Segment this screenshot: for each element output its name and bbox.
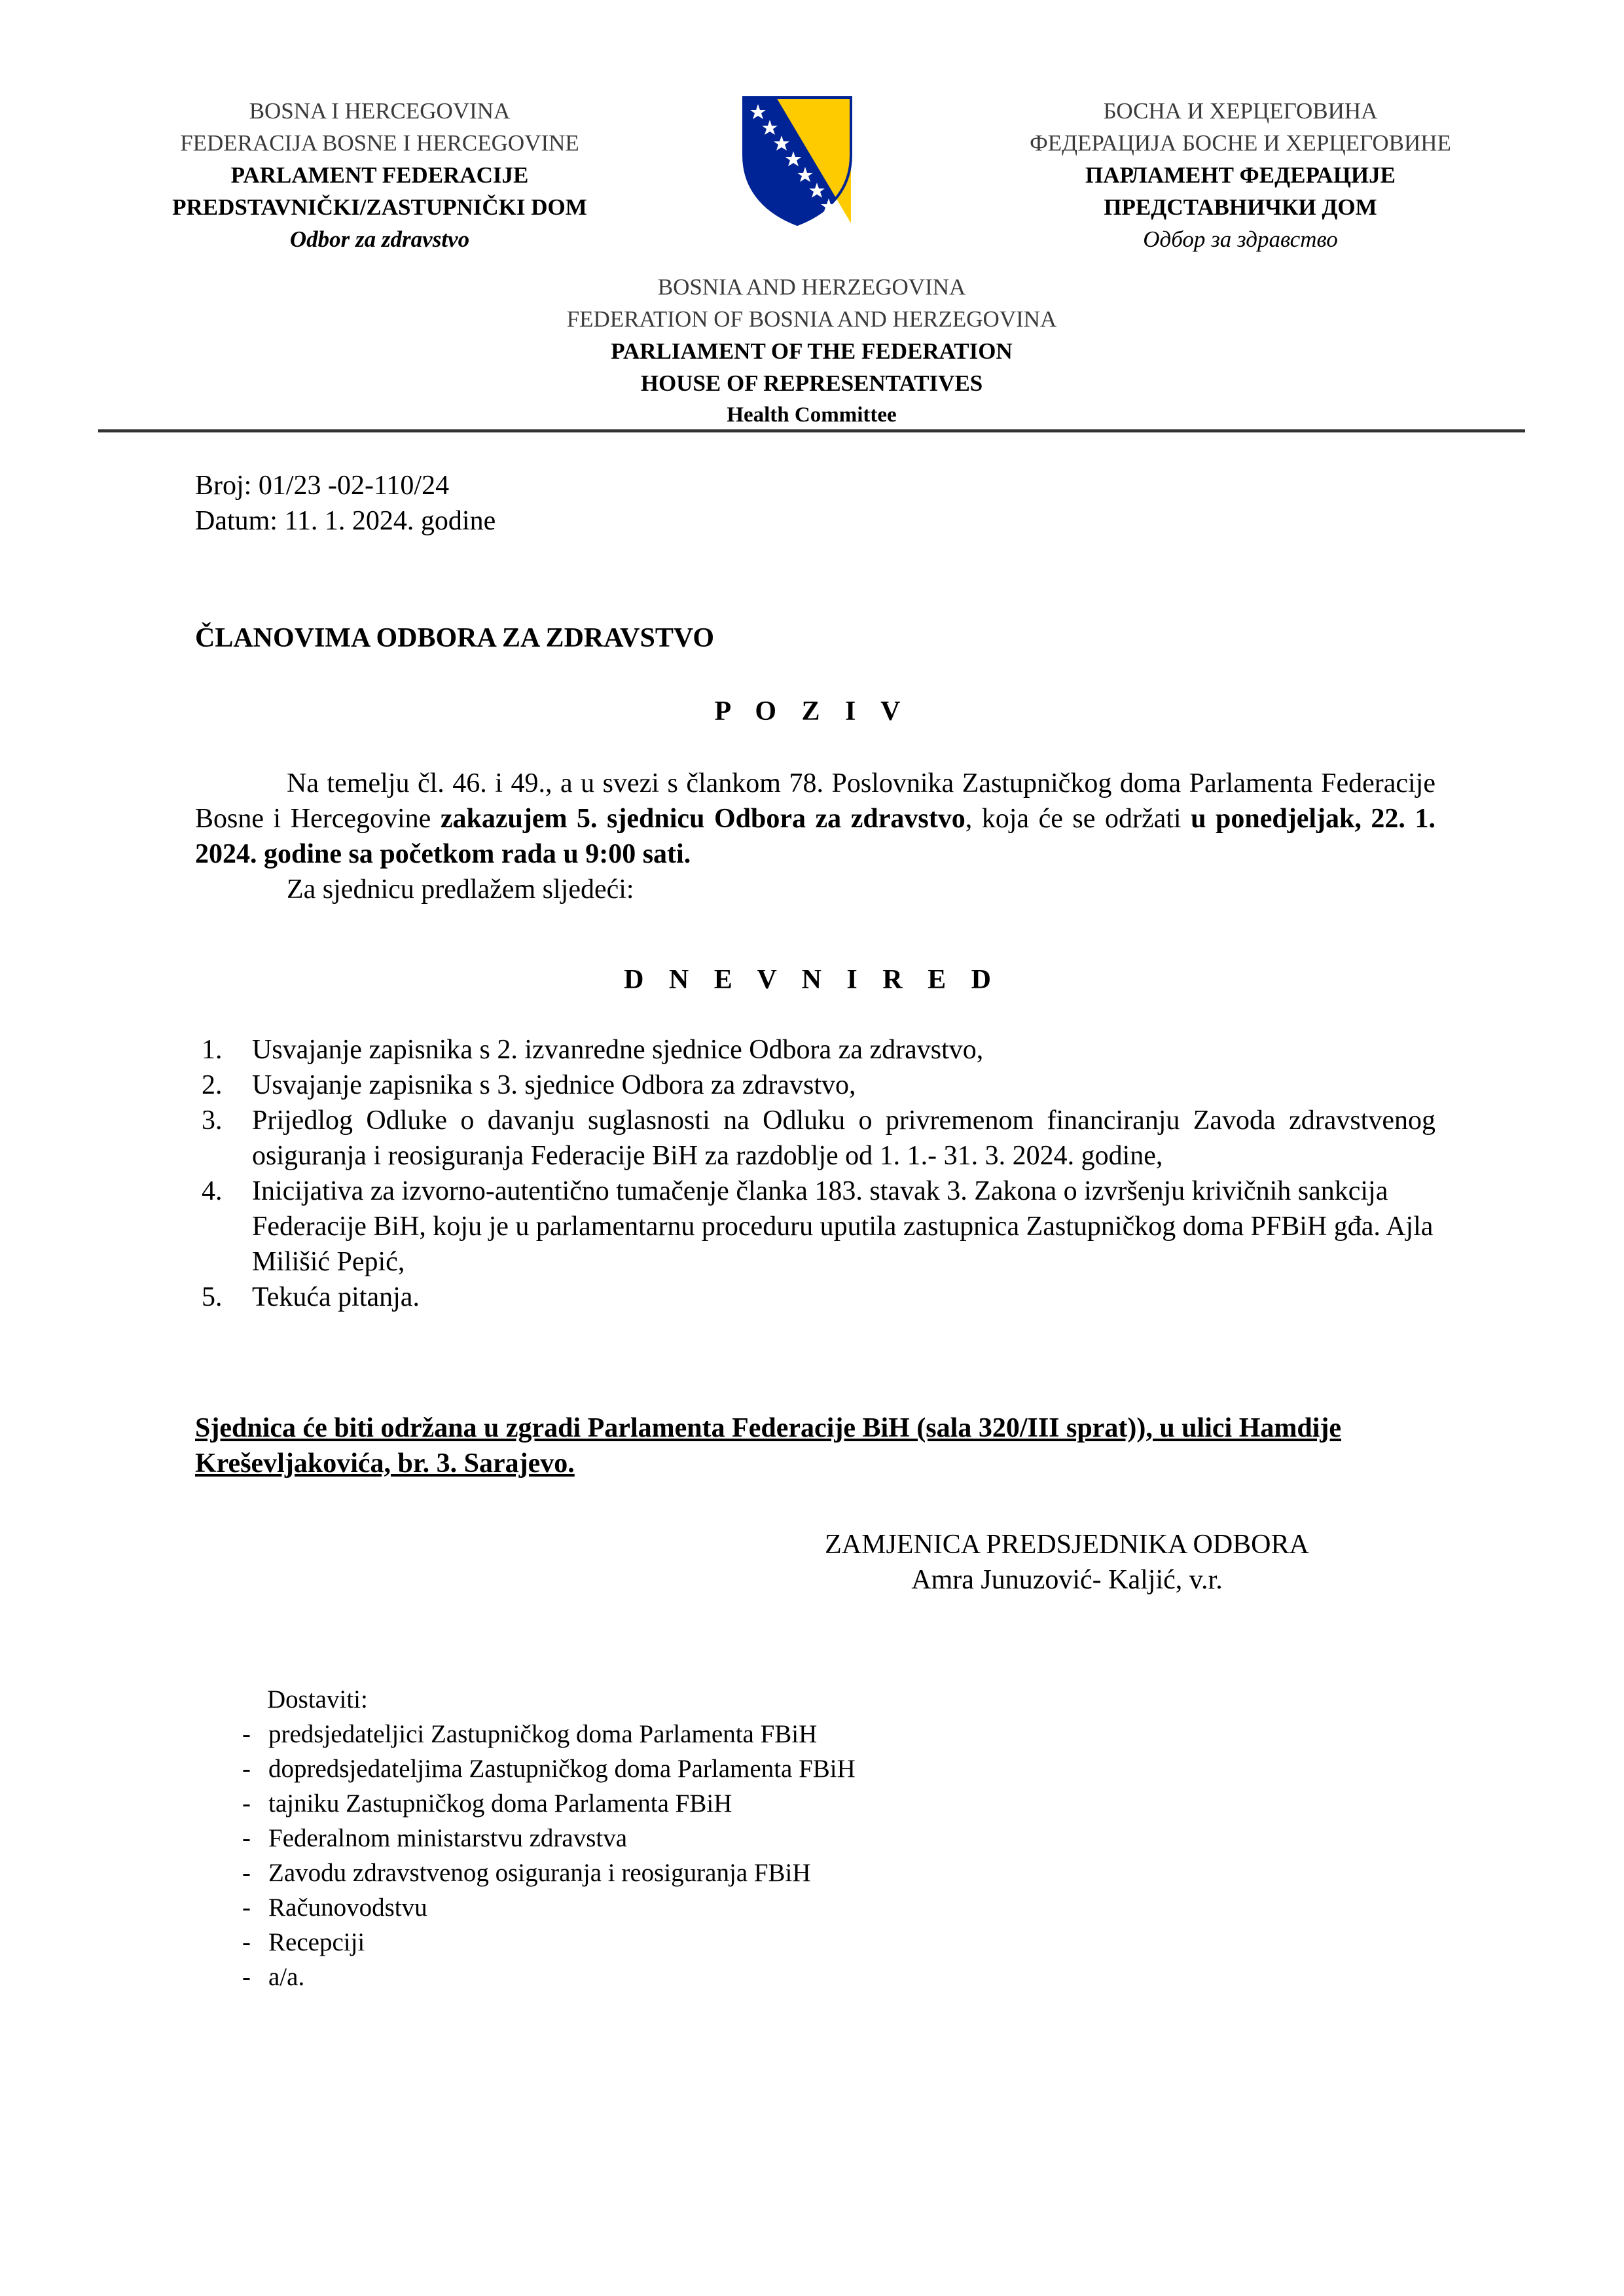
distribution-item-text: Recepciji: [268, 1928, 365, 1956]
distribution-item: - a/a.: [242, 1963, 305, 1991]
distribution-item: - Zavodu zdravstvenog osiguranja i reosiguranja FBiH: [242, 1859, 811, 1887]
signature-title: ZAMJENICA PREDSJEDNIKA ODBORA: [825, 1530, 1309, 1560]
agenda-item-text: Prijedlog Odluke o davanju suglasnosti na Odluku o privremenom financiranju Zavoda zdravstvenog osiguranja i reosiguranja Federacije BiH za razdoblje od 1. 1.- 31. 3. 2024. godine,: [252, 1105, 1435, 1171]
header-left-line4: PREDSTAVNIČKI/ZASTUPNIČKI DOM: [172, 194, 587, 220]
agenda-item: [195, 1174, 1435, 1280]
distribution-item-text: dopredsjedateljima Zastupničkog doma Parlamenta FBiH: [268, 1755, 856, 1783]
intro-text: [195, 766, 1435, 872]
header-right-block: [959, 95, 1522, 255]
document-title: P O Z I V: [714, 696, 910, 726]
intro-part3: , koja će se održati: [965, 804, 1191, 834]
header-center-line2: FEDERATION OF BOSNIA AND HERZEGOVINA: [566, 306, 1057, 332]
distribution-item: - dopredsjedateljima Zastupničkog doma Parlamenta FBiH: [242, 1755, 856, 1783]
distribution-item: - Računovodstvu: [242, 1893, 427, 1922]
header-right-line3: ПАРЛАМЕНТ ФЕДЕРАЦИЈЕ: [1085, 162, 1396, 188]
agenda-item-text: Usvajanje zapisnika s 2. izvanredne sjednice Odbora za zdravstvo,: [252, 1035, 984, 1065]
header-right-line5: Одбор за здравство: [1143, 226, 1338, 252]
agenda-item: [195, 1032, 1435, 1067]
agenda-item-text: Usvajanje zapisnika s 3. sjednice Odbora za zdravstvo,: [252, 1070, 856, 1100]
header-center-block: [458, 271, 1165, 431]
signature-name: Amra Junuzović- Kaljić, v.r.: [911, 1565, 1223, 1595]
agenda-item: [195, 1067, 1435, 1103]
agenda-item: [195, 1103, 1435, 1174]
header-left-line1: BOSNA I HERCEGOVINA: [249, 98, 511, 124]
intro-part1: Na temelju čl. 46. i 49., a u svezi s člankom 78. Poslovnika Zastupničkog doma Parlamenta Federacije Bosne i Hercegovine: [195, 768, 1435, 834]
distribution-item-text: predsjedateljici Zastupničkog doma Parlamenta FBiH: [268, 1720, 818, 1748]
distribution-item: - Federalnom ministarstvu zdravstva: [242, 1824, 628, 1852]
intro-session: zakazujem 5. sjednicu Odbora za zdravstvo: [440, 804, 965, 834]
agenda-item: [195, 1280, 1435, 1315]
distribution-item: - predsjedateljici Zastupničkog doma Parlamenta FBiH: [242, 1720, 818, 1748]
header-center-line3: PARLIAMENT OF THE FEDERATION: [611, 338, 1013, 364]
distribution-label: Dostaviti:: [267, 1685, 368, 1713]
session-location: Sjednica će biti održana u zgradi Parlamenta Federacije BiH (sala 320/III sprat)), u ulici Hamdije Kreševljakovića, br. 3. Sarajevo.: [195, 1413, 1341, 1479]
distribution-item-text: Federalnom ministarstvu zdravstva: [268, 1824, 628, 1852]
distribution-item-text: Zavodu zdravstvenog osiguranja i reosiguranja FBiH: [268, 1859, 811, 1887]
intro-propose: Za sjednicu predlažem sljedeći:: [287, 874, 634, 905]
agenda-item-number: 1.: [202, 1035, 223, 1065]
header-right-line4: ПРЕДСТАВНИЧКИ ДОМ: [1104, 194, 1377, 220]
agenda-item-number: 3.: [202, 1105, 223, 1136]
header-center-line1: BOSNIA AND HERZEGOVINA: [657, 274, 966, 300]
header-left-line3: PARLAMENT FEDERACIJE: [230, 162, 529, 188]
agenda-item-text: Tekuća pitanja.: [252, 1282, 420, 1312]
distribution-item-text: tajniku Zastupničkog doma Parlamenta FBiH: [268, 1789, 732, 1818]
agenda-title: D N E V N I R E D: [624, 965, 1000, 995]
reference-block: [195, 468, 496, 539]
header-right-line2: ФЕДЕРАЦИЈА БОСНЕ И ХЕРЦЕГОВИНЕ: [1030, 130, 1451, 156]
header-divider: [98, 429, 1525, 433]
distribution-item-text: Računovodstvu: [268, 1893, 427, 1922]
header-left-block: [98, 95, 661, 255]
agenda-list: [195, 1032, 1435, 1315]
intro-datetime: u ponedjeljak, 22. 1. 2024. godine sa početkom rada u 9:00 sati.: [195, 804, 1435, 869]
reference-date: Datum: 11. 1. 2024. godine: [195, 506, 496, 536]
distribution-item: - Recepciji: [242, 1928, 365, 1956]
recipient: ČLANOVIMA ODBORA ZA ZDRAVSTVO: [195, 623, 715, 653]
agenda-item-text: Inicijativa za izvorno-autentično tumačenje članka 183. stavak 3. Zakona o izvršenju krivičnih sankcija Federacije BiH, koju je u parlamentarnu proceduru uputila zastupnica Zastupničkog doma PFBiH gđa. Ajla Milišić Pepić,: [252, 1176, 1434, 1277]
agenda-item-number: 5.: [202, 1282, 223, 1312]
coat-of-arms-icon: [740, 95, 855, 226]
distribution-item: - tajniku Zastupničkog doma Parlamenta FBiH: [242, 1789, 732, 1818]
agenda-item-number: 4.: [202, 1176, 223, 1206]
distribution-list: [242, 1717, 856, 1994]
agenda-item-number: 2.: [202, 1070, 223, 1100]
header-left-line5: Odbor za zdravstvo: [289, 226, 470, 252]
header-center-line5: Health Committee: [727, 403, 897, 427]
distribution-item-text: a/a.: [268, 1963, 305, 1991]
intro-paragraph: [195, 766, 1435, 907]
header-left-line2: FEDERACIJA BOSNE I HERCEGOVINE: [180, 130, 579, 156]
header-center-line4: HOUSE OF REPRESENTATIVES: [640, 370, 983, 396]
signature-block: [772, 1527, 1362, 1598]
reference-number: Broj: 01/23 -02-110/24: [195, 471, 450, 501]
header-right-line1: БОСНА И ХЕРЦЕГОВИНА: [1103, 98, 1378, 124]
